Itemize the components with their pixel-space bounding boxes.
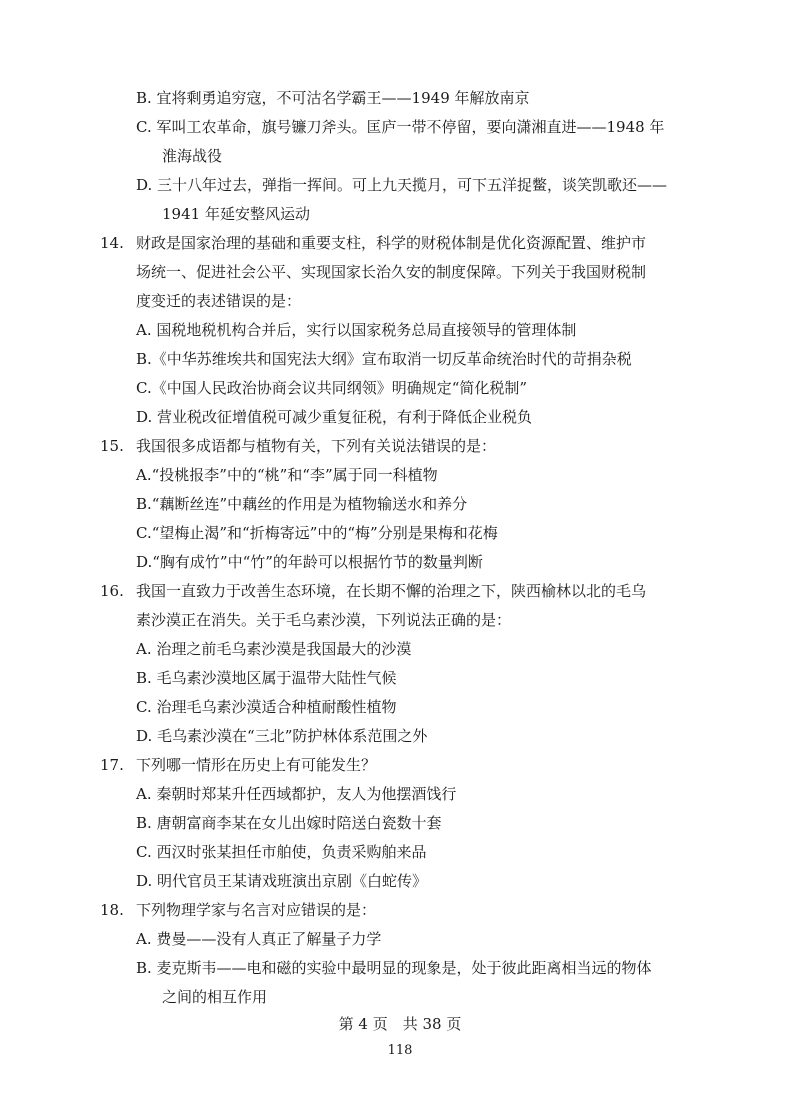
question-number: 16. [100,582,124,600]
question-stem-line: 度变迁的表述错误的是： [136,292,302,310]
question-number: 15. [100,437,124,455]
question-stem-line: 18. 下列物理学家与名言对应错误的是： [104,896,706,925]
q13-option-c-continued: 淮海战役 [162,147,223,165]
option-a: A. 秦朝时郑某升任西域都护，友人为他摆酒饯行 [136,785,457,803]
option-c: C. 西汉时张某担任市舶使，负责采购舶来品 [136,843,427,861]
option-b: B.“藕断丝连”中藕丝的作用是为植物输送水和养分 [136,495,468,513]
question-18 [100,896,706,1012]
question-stem-line: 16. 我国一直致力于改善生态环境，在长期不懈的治理之下，陕西榆林以北的毛乌 [104,577,706,606]
option-b-continued: 之间的相互作用 [162,988,268,1006]
question-stem-line: 素沙漠正在消失。关于毛乌素沙漠，下列说法正确的是： [136,611,512,629]
q13-option-c: C. 军叫工农革命，旗号镰刀斧头。匡庐一带不停留，要向潇湘直进——1948 年 [136,118,665,136]
question-content [100,84,706,1012]
option-a: A. 国税地税机构合并后，实行以国家税务总局直接领导的管理体制 [136,321,577,339]
question-stem-line: 15. 我国很多成语都与植物有关，下列有关说法错误的是： [104,432,706,461]
option-b: B. 麦克斯韦——电和磁的实验中最明显的现象是，处于彼此距离相当远的物体 [136,959,652,977]
question-stem-line: 17. 下列哪一情形在历史上有可能发生？ [104,751,706,780]
option-b: B. 毛乌素沙漠地区属于温带大陆性气候 [136,669,397,687]
page-indicator: 第 4 页 共 38 页 [338,1015,462,1033]
question-number: 18. [100,901,124,919]
option-a: A. 费曼——没有人真正了解量子力学 [136,930,382,948]
question-stem-line: 14. 财政是国家治理的基础和重要支柱，科学的财税体制是优化资源配置、维护市 [104,229,706,258]
question-stem-line: 场统一、促进社会公平、实现国家长治久安的制度保障。下列关于我国财税制 [136,263,647,281]
page-number: 118 [387,1043,413,1058]
q13-option-d-continued: 1941 年延安整风运动 [162,205,310,223]
option-b: B. 唐朝富商李某在女儿出嫁时陪送白瓷数十套 [136,814,442,832]
question-16 [100,577,706,751]
option-c: C.“望梅止渴”和“折梅寄远”中的“梅”分别是果梅和花梅 [136,524,498,542]
option-c: C.《中国人民政治协商会议共同纲领》明确规定“简化税制” [136,379,528,397]
q13-option-d: D. 三十八年过去，弹指一挥间。可上九天揽月，可下五洋捉鳖，谈笑凯歌还—— [136,176,668,194]
question-number: 17. [100,756,124,774]
question-15 [100,432,706,577]
q13-option-b: B. 宜将剩勇追穷寇，不可沽名学霸王——1949 年解放南京 [136,89,530,107]
option-b: B.《中华苏维埃共和国宪法大纲》宣布取消一切反革命统治时代的苛捐杂税 [136,350,632,368]
option-d: D.“胸有成竹”中“竹”的年龄可以根据竹节的数量判断 [136,553,483,571]
option-a: A. 治理之前毛乌素沙漠是我国最大的沙漠 [136,640,412,658]
option-d: D. 营业税改征增值税可减少重复征税，有利于降低企业税负 [136,408,533,426]
option-c: C. 治理毛乌素沙漠适合种植耐酸性植物 [136,698,397,716]
question-17 [100,751,706,896]
question-number: 14. [100,234,124,252]
option-a: A.“投桃报李”中的“桃”和“李”属于同一科植物 [136,466,438,484]
option-d: D. 毛乌素沙漠在“三北”防护林体系范围之外 [136,727,428,745]
question-14 [100,229,706,432]
option-d: D. 明代官员王某请戏班演出京剧《白蛇传》 [136,872,428,890]
